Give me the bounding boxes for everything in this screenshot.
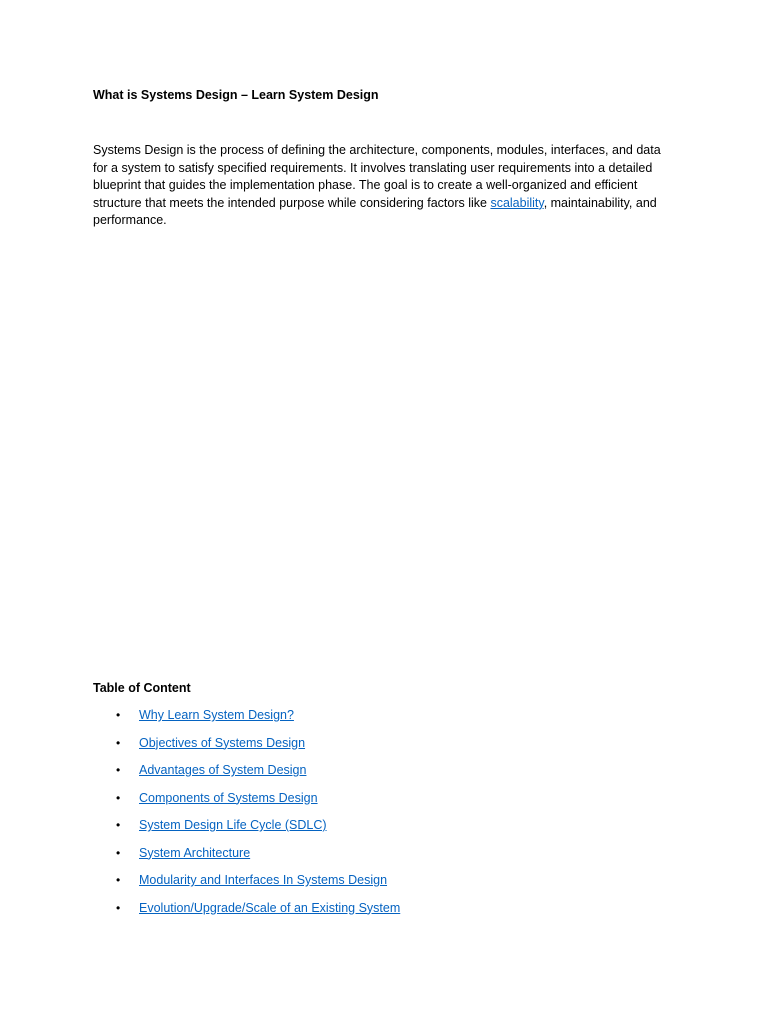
toc-link-modularity[interactable]: Modularity and Interfaces In Systems Design bbox=[139, 873, 388, 887]
intro-paragraph bbox=[93, 142, 675, 230]
bullet-icon: • bbox=[116, 790, 121, 805]
toc-link-architecture[interactable]: System Architecture bbox=[139, 845, 251, 860]
toc-link-sdlc[interactable]: System Design Life Cycle (SDLC) bbox=[139, 818, 327, 832]
toc-link-advantages[interactable]: Advantages of System Design bbox=[139, 763, 307, 777]
bullet-icon: • bbox=[116, 735, 121, 750]
toc-heading: Table of Content bbox=[93, 681, 191, 695]
intro-text-before-link: Systems Design is the process of defining the architecture, components, modules, interfaces, and data for a system to satisfy specified requirements. It involves translating user requirements into a detailed blueprint that guides the implementation phase. The goal is to create a well-organized and efficient structure that meets the intended purpose while considering factors like bbox=[93, 143, 661, 210]
bullet-icon: • bbox=[116, 845, 121, 860]
toc-link-evolution[interactable]: Evolution/Upgrade/Scale of an Existing System bbox=[139, 900, 401, 915]
toc-link-components[interactable]: Components of Systems Design bbox=[139, 790, 318, 805]
bullet-icon: • bbox=[116, 873, 121, 887]
bullet-icon: • bbox=[116, 763, 121, 777]
bullet-icon: • bbox=[116, 708, 121, 722]
scalability-link[interactable]: scalability bbox=[490, 195, 544, 210]
toc-link-why-learn[interactable]: Why Learn System Design? bbox=[139, 708, 294, 722]
bullet-icon: • bbox=[116, 900, 121, 915]
bullet-icon: • bbox=[116, 818, 121, 832]
toc-link-objectives[interactable]: Objectives of Systems Design bbox=[139, 735, 306, 750]
intro-text-after-link: , maintainability, and performance. bbox=[93, 195, 657, 228]
document-title: What is Systems Design – Learn System Design bbox=[93, 88, 379, 102]
